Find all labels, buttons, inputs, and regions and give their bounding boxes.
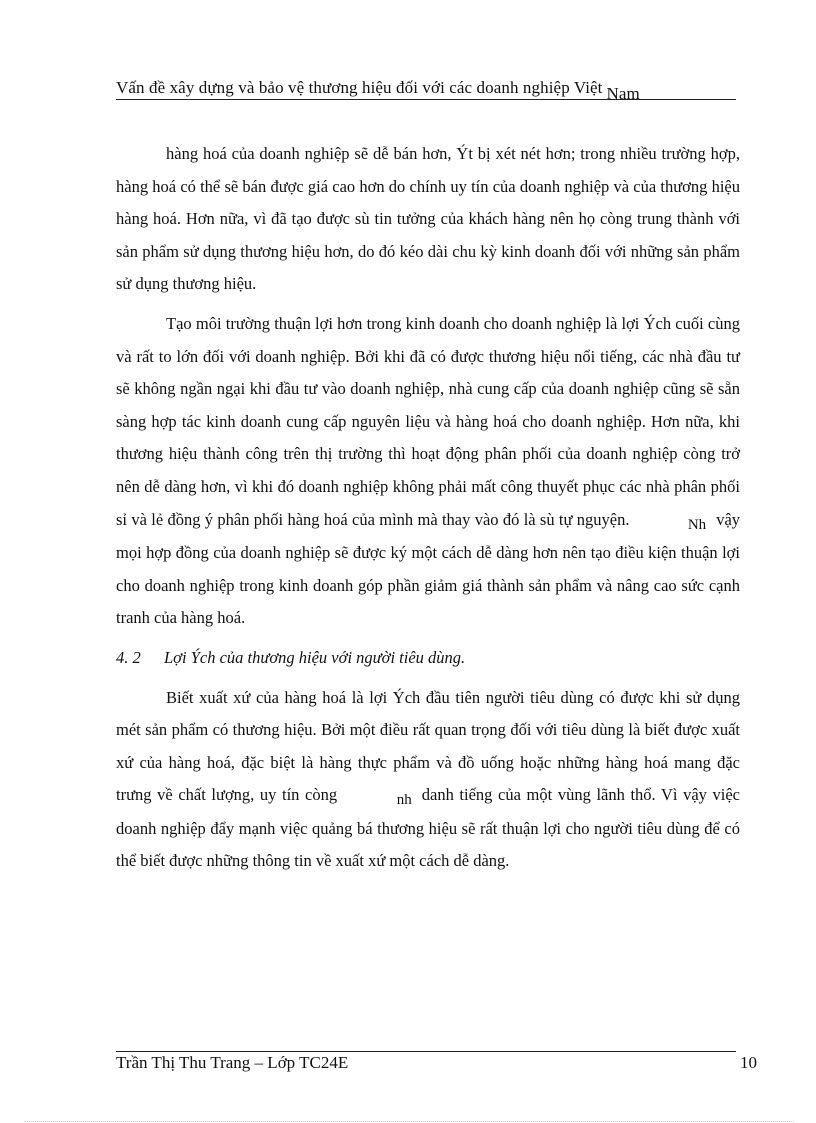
section-title: Lợi Ých của thương hiệu với người tiêu dùng. [164,647,466,667]
header-divider [116,99,736,100]
document-body [116,138,740,885]
page-bottom-edge [24,1121,794,1122]
paragraph-3-text-a: Biết xuất xứ của hàng hoá là lợi Ých đầu tiên người tiêu dùng có được khi sử dụng mét sản phẩm có thương hiệu. Bởi một điều rất quan trọng đối với tiêu dùng là biết được xuất xứ của hàng hoá, đặc biệt là hàng thực phẩm và đồ uống hoặc những hàng hoá mang đặc trưng về chất lượng, uy tín còng [116,687,740,805]
paragraph-2-fragment: Nh [687,516,707,533]
section-heading [116,642,740,675]
header-title: Vấn đề xây dựng và bảo vệ thương hiệu đối với các doanh nghiệp Việt [116,78,603,97]
paragraph-1: hàng hoá của doanh nghiệp sẽ dễ bán hơn, Ýt bị xét nét hơn; trong nhiều trường hợp, hàng hoá có thể sẽ bán được giá cao hơn do chính uy tín của doanh nghiệp và của thương hiệu hàng hoá. Hơn nữa, vì đã tạo được sù tin tưởng của khách hàng nên họ còng trung thành với sản phẩm sử dụng thương hiệu hơn, do đó kéo dài chu kỳ kinh doanh đối với những sản phẩm sử dụng thương hiệu. [116,144,740,294]
paragraph-3-text-b: danh tiếng của một vùng lãnh thổ. Vì vậy việc doanh nghiệp đẩy mạnh việc quảng bá thương hiệu sẽ rất thuận lợi cho người tiêu dùng để có thể biết được những thông tin về xuất xứ một cách dễ dàng. [116,785,741,871]
running-header [116,78,736,103]
header-title-tail: Nam [606,84,640,103]
footer-divider [116,1051,736,1052]
footer-author: Trần Thị Thu Trang – Lớp TC24E [116,1053,349,1072]
section-number: 4. 2 [116,647,141,667]
paragraph-3-fragment: nh [396,792,412,809]
page-number: 10 [740,1053,757,1072]
paragraph-3 [116,682,740,879]
paragraph-2 [116,308,740,635]
paragraph-2-text-b: vậy mọi hợp đồng của doanh nghiệp sẽ được ký một cách dễ dàng hơn nên tạo điều kiện thuận lợi cho doanh nghiệp trong kinh doanh góp phần giảm giá thành sản phẩm và nâng cao sức cạnh tranh của hàng hoá. [116,509,741,628]
paragraph-2-text-a: Tạo môi trường thuận lợi hơn trong kinh doanh cho doanh nghiệp là lợi Ých cuối cùng và rất to lớn đối với doanh nghiệp. Bởi khi đã có được thương hiệu nổi tiếng, các nhà đầu tư sẽ không ngần ngại khi đầu tư vào doanh nghiệp, nhà cung cấp của doanh nghiệp cũng sẽ sẵn sàng hợp tác kinh doanh cung cấp nguyên liệu và hàng hoá cho doanh nghiệp. Hơn nữa, khi thương hiệu thành công trên thị trường thì hoạt động phân phối của doanh nghiệp còng trở nên dễ dàng hơn, vì khi đó doanh nghiệp không phải mất công thuyết phục các nhà phân phối sỉ và lẻ đồng ý phân phối hàng hoá của mình mà thay vào đó là sù tự nguyện. [116,313,740,529]
